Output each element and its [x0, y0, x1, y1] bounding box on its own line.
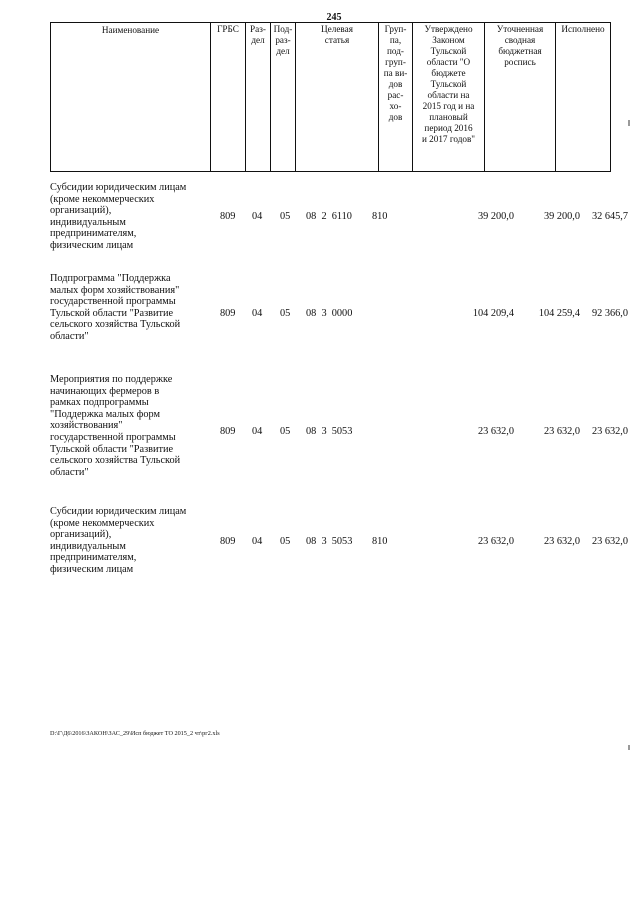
row-specified: 23 632,0 — [543, 536, 580, 547]
row-razdel: 04 — [252, 536, 263, 547]
row-expense-group: 810 — [372, 536, 388, 547]
header-razdel: Раз- дел — [246, 23, 271, 172]
row-approved: 104 209,4 — [472, 308, 514, 319]
row-podrazdel: 05 — [280, 308, 291, 319]
row-name: Субсидии юридическим лицам (кроме некоммерческих организаций), индивидуальным предпринимателям, физическим лицам — [50, 506, 187, 575]
table-row — [50, 273, 626, 343]
row-grbs: 809 — [220, 308, 236, 319]
row-specified: 39 200,0 — [543, 211, 580, 222]
row-razdel: 04 — [252, 308, 263, 319]
row-grbs: 809 — [220, 536, 236, 547]
scan-edge-mark — [628, 120, 630, 126]
header-specified: Уточненная сводная бюджетная роспись — [485, 23, 556, 172]
row-executed: 32 645,7 — [591, 211, 628, 222]
table-row — [50, 506, 626, 576]
row-approved: 23 632,0 — [477, 426, 514, 437]
table-row — [50, 182, 626, 252]
row-executed: 23 632,0 — [591, 426, 628, 437]
row-razdel: 04 — [252, 426, 263, 437]
file-path-footer: D:\Г\Д6\2016\ЗАКОН\ЗАС_29\Исп бюджет ТО 2015_2 чт\рг2.xls — [50, 730, 220, 737]
row-podrazdel: 05 — [280, 426, 291, 437]
row-target-article: 08 2 6110 — [306, 211, 352, 222]
row-grbs: 809 — [220, 211, 236, 222]
row-target-article: 08 3 0000 — [306, 308, 353, 319]
header-podrazdel: Под- раз- дел — [271, 23, 296, 172]
row-specified: 104 259,4 — [538, 308, 580, 319]
table-row — [50, 374, 626, 479]
row-podrazdel: 05 — [280, 211, 291, 222]
scan-edge-mark — [628, 745, 630, 750]
row-approved: 23 632,0 — [477, 536, 514, 547]
row-executed: 23 632,0 — [591, 536, 628, 547]
row-expense-group: 810 — [372, 211, 388, 222]
row-name: Подпрограмма "Поддержка малых форм хозяйствования" государственной программы Тульской области "Развитие сельского хозяйства Тульской области" — [50, 273, 181, 342]
header-expense-group: Груп- па, под- груп- па ви- дов рас- хо- дов — [379, 23, 413, 172]
header-approved: Утверждено Законом Тульской области "О бюджете Тульской области на 2015 год и на плановый период 2016 и 2017 годов" — [413, 23, 485, 172]
row-name: Субсидии юридическим лицам (кроме некоммерческих организаций), индивидуальным предпринимателям, физическим лицам — [50, 182, 187, 251]
header-executed: Исполнено — [556, 23, 611, 172]
row-approved: 39 200,0 — [477, 211, 514, 222]
page-number: 245 — [326, 12, 342, 23]
row-target-article: 08 3 5053 — [306, 426, 353, 437]
row-name: Мероприятия по поддержке начинающих фермеров в рамках подпрограммы "Поддержка малых форм хозяйствования" государственной программы Тульской области "Развитие сельского хозяйства Тульской области" — [50, 374, 181, 478]
row-target-article: 08 3 5053 — [306, 536, 353, 547]
row-razdel: 04 — [252, 211, 263, 222]
row-grbs: 809 — [220, 426, 236, 437]
row-specified: 23 632,0 — [543, 426, 580, 437]
row-podrazdel: 05 — [280, 536, 291, 547]
row-executed: 92 366,0 — [591, 308, 628, 319]
budget-table-header — [50, 22, 611, 172]
header-target-article: Целевая статья — [296, 23, 379, 172]
header-name: Наименование — [51, 23, 211, 172]
header-grbs: ГРБС — [211, 23, 246, 172]
